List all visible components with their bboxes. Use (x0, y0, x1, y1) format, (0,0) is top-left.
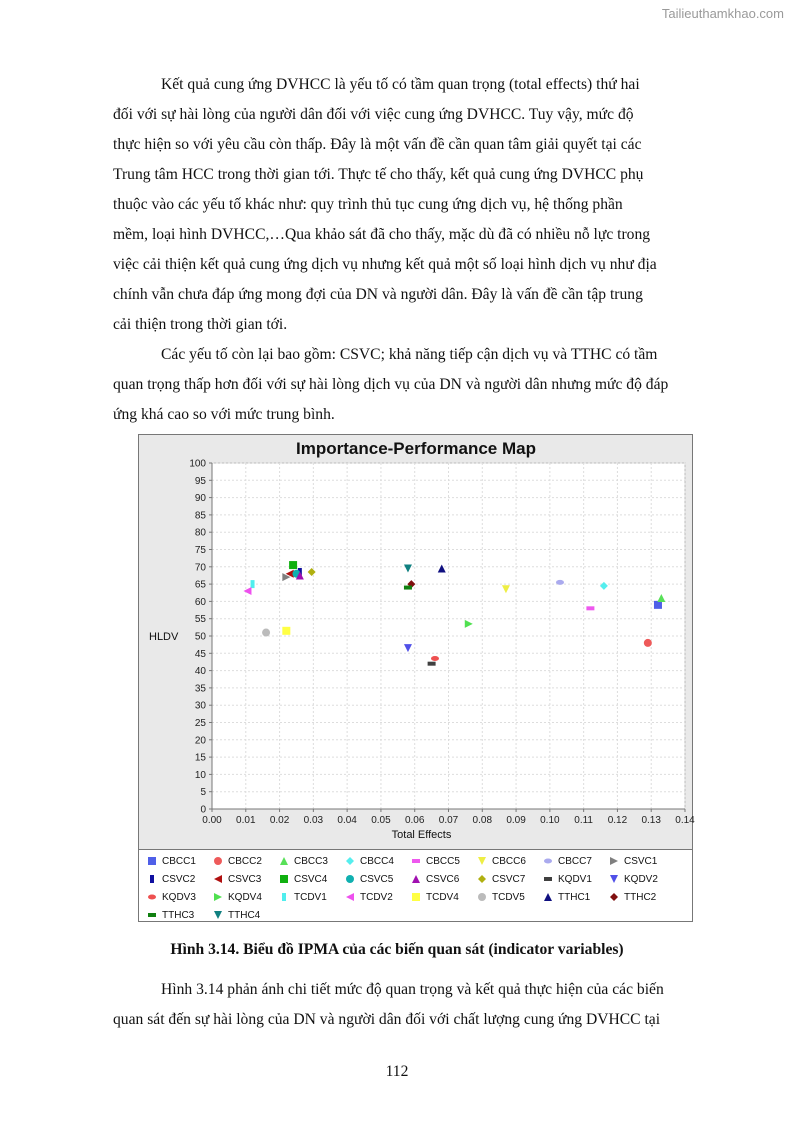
legend-marker (543, 892, 553, 902)
legend-marker (477, 874, 487, 884)
x-tick-label: 0.11 (574, 815, 594, 826)
legend-marker (279, 874, 289, 884)
legend-item-csvc1 (609, 852, 675, 870)
legend-item-tthc1 (543, 888, 609, 906)
paragraph-2-line: ứng khá cao so với mức trung bình. (113, 406, 335, 423)
legend-marker-shape (280, 857, 288, 865)
chart-title: Importance-Performance Map (296, 439, 536, 458)
legend-marker (411, 892, 421, 902)
legend-label: TCDV5 (492, 891, 525, 903)
legend-item-cbcc1 (147, 852, 213, 870)
legend-label: TTHC4 (228, 909, 261, 921)
legend-item-csvc4 (279, 870, 345, 888)
paragraph-1-line: thuộc vào các yếu tố khác như: quy trình thủ tục cung ứng dịch vụ, hệ thống phần (113, 196, 623, 213)
y-tick-label: 100 (189, 458, 206, 470)
legend-marker (411, 856, 421, 866)
legend-label: KQDV3 (162, 891, 196, 903)
paragraph-1-line: Trung tâm HCC trong thời gian tới. Thực tế cho thấy, kết quả cung ứng DVHCC phụ (113, 166, 644, 183)
legend-marker-shape (148, 913, 156, 917)
legend-item-tcdv1 (279, 888, 345, 906)
paragraph-2 (113, 340, 719, 430)
x-tick-label: 0.14 (675, 815, 695, 826)
legend-marker-shape (280, 875, 288, 883)
y-tick-label: 85 (194, 510, 206, 522)
legend-marker (609, 856, 619, 866)
legend-item-cbcc2 (213, 852, 279, 870)
y-tick-label: 40 (194, 666, 206, 678)
legend-marker-shape (478, 893, 486, 901)
legend-marker-shape (478, 875, 486, 883)
legend-marker-shape (282, 893, 286, 901)
legend-label: CSVC4 (294, 873, 328, 885)
y-tick-label: 65 (194, 579, 206, 591)
legend-label: CBCC7 (558, 855, 592, 867)
legend-label: TCDV1 (294, 891, 327, 903)
point-tcdv4 (282, 627, 290, 635)
y-tick-label: 15 (194, 752, 206, 764)
y-tick-label: 60 (194, 596, 206, 608)
legend-marker-shape (346, 893, 354, 901)
legend-label: CSVC1 (624, 855, 658, 867)
watermark: Tailieuthamkhao.com (661, 6, 784, 21)
y-tick-label: 55 (194, 614, 206, 626)
chart-legend (139, 849, 692, 921)
y-tick-label: 90 (194, 493, 206, 505)
y-tick-label: 25 (194, 718, 206, 729)
legend-marker (477, 892, 487, 902)
legend-marker-shape (214, 875, 222, 883)
y-tick-label: 30 (194, 700, 206, 712)
legend-marker-shape (610, 875, 618, 883)
figure-caption: Hình 3.14. Biểu đồ IPMA của các biến quan sát (indicator variables) (170, 941, 624, 958)
legend-marker-shape (148, 857, 156, 865)
ipma-chart (138, 434, 693, 922)
legend-item-kqdv2 (609, 870, 675, 888)
legend-label: TCDV2 (360, 891, 393, 903)
point-tcdv5 (262, 629, 270, 637)
legend-item-csvc3 (213, 870, 279, 888)
legend-item-csvc2 (147, 870, 213, 888)
legend-marker (345, 874, 355, 884)
legend-marker-shape (610, 857, 618, 865)
y-tick-label: 95 (194, 475, 206, 487)
paragraph-2-line: quan trọng thấp hơn đối với sự hài lòng dịch vụ của DN và người dân nhưng mức độ đáp (113, 376, 669, 393)
page-number: 112 (385, 1063, 409, 1080)
legend-item-tcdv4 (411, 888, 477, 906)
legend-marker (345, 892, 355, 902)
legend-marker (543, 874, 553, 884)
legend-marker (609, 892, 619, 902)
legend-item-cbcc4 (345, 852, 411, 870)
legend-item-csvc5 (345, 870, 411, 888)
legend-marker (213, 910, 223, 920)
x-tick-label: 0.09 (506, 815, 526, 826)
legend-marker (411, 874, 421, 884)
x-tick-label: 0.08 (472, 815, 493, 826)
paragraph-1-line: cải thiện trong thời gian tới. (113, 316, 288, 333)
legend-marker (279, 856, 289, 866)
legend-marker-shape (478, 857, 486, 865)
legend-item-cbcc5 (411, 852, 477, 870)
point-tthc3 (404, 586, 412, 590)
y-tick-label: 0 (200, 804, 206, 816)
legend-label: CSVC2 (162, 873, 196, 885)
x-tick-label: 0.02 (269, 815, 290, 826)
legend-item-kqdv4 (213, 888, 279, 906)
legend-marker (213, 892, 223, 902)
x-tick-label: 0.06 (404, 815, 425, 826)
legend-label: TCDV4 (426, 891, 459, 903)
y-tick-label: 70 (194, 562, 206, 574)
legend-item-tcdv2 (345, 888, 411, 906)
paragraph-1-line: Kết quả cung ứng DVHCC là yếu tố có tầm quan trọng (total effects) thứ hai (161, 76, 640, 93)
legend-item-tthc2 (609, 888, 675, 906)
legend-label: CBCC1 (162, 855, 196, 867)
x-tick-label: 0.00 (202, 815, 222, 826)
paragraph-2-line: Các yếu tố còn lại bao gồm: CSVC; khả năng tiếp cận dịch vụ và TTHC có tầm (161, 346, 658, 363)
point-tcdv1 (251, 580, 255, 588)
legend-label: CSVC7 (492, 873, 526, 885)
paragraph-3-line: Hình 3.14 phản ánh chi tiết mức độ quan trọng và kết quả thực hiện của các biến (161, 981, 664, 998)
paragraph-1 (113, 70, 719, 340)
legend-marker-shape (412, 859, 420, 863)
point-kqdv3 (431, 656, 439, 661)
y-tick-label: 80 (194, 527, 206, 539)
legend-marker-shape (610, 893, 618, 901)
legend-label: TTHC1 (558, 891, 591, 903)
legend-marker-shape (214, 893, 222, 901)
legend-marker (543, 856, 553, 866)
legend-marker-shape (148, 895, 156, 900)
legend-marker (345, 856, 355, 866)
y-tick-label: 20 (194, 735, 206, 747)
y-tick-label: 5 (200, 787, 206, 799)
legend-marker-shape (214, 911, 222, 919)
point-csvc4 (289, 561, 297, 569)
legend-marker-shape (412, 875, 420, 883)
paragraph-1-line: chính vẫn chưa đáp ứng mong đợi của DN và người dân. Đây là vấn đề cần tập trung (113, 286, 643, 303)
x-tick-label: 0.03 (303, 815, 324, 826)
legend-label: TTHC2 (624, 891, 657, 903)
y-tick-label: 75 (194, 545, 206, 556)
legend-marker-shape (544, 877, 552, 881)
legend-label: CBCC3 (294, 855, 328, 867)
paragraph-1-line: đối với sự hài lòng của người dân đối với việc cung ứng DVHCC. Tuy vậy, mức độ (113, 106, 634, 123)
x-axis-label: Total Effects (391, 829, 452, 841)
point-kqdv1 (428, 662, 436, 666)
y-tick-label: 45 (194, 648, 206, 660)
legend-marker-shape (150, 875, 154, 883)
legend-marker-shape (346, 875, 354, 883)
x-tick-label: 0.04 (337, 815, 357, 826)
legend-marker-shape (412, 893, 420, 901)
paragraph-3-line: quan sát đến sự hài lòng của DN và người dân đối với chất lượng cung ứng DVHCC tại (113, 1011, 661, 1028)
legend-label: CSVC3 (228, 873, 262, 885)
legend-item-csvc7 (477, 870, 543, 888)
y-axis-label: HLDV (149, 631, 179, 643)
legend-label: KQDV1 (558, 873, 592, 885)
legend-item-tthc3 (147, 906, 213, 924)
legend-item-kqdv1 (543, 870, 609, 888)
y-tick-label: 35 (194, 683, 206, 695)
legend-label: KQDV2 (624, 873, 658, 885)
paragraph-1-line: thực hiện so với yêu cầu còn thấp. Đây là một vấn đề cần quan tâm giải quyết tại các (113, 136, 642, 153)
legend-item-kqdv3 (147, 888, 213, 906)
legend-item-cbcc6 (477, 852, 543, 870)
legend-marker (279, 892, 289, 902)
paragraph-1-line: mềm, loại hình DVHCC,…Qua khảo sát đã cho thấy, mặc dù đã có nhiều nỗ lực trong (113, 226, 651, 243)
legend-marker (477, 856, 487, 866)
legend-marker (213, 856, 223, 866)
point-cbcc1 (654, 601, 662, 609)
paragraph-3 (113, 975, 719, 1035)
chart-plot (139, 435, 695, 849)
legend-item-cbcc3 (279, 852, 345, 870)
legend-item-csvc6 (411, 870, 477, 888)
legend-marker (147, 874, 157, 884)
legend-item-tcdv5 (477, 888, 543, 906)
legend-marker-shape (544, 859, 552, 864)
x-tick-label: 0.13 (641, 815, 661, 826)
point-cbcc7 (556, 580, 564, 585)
legend-marker-shape (214, 857, 222, 865)
y-tick-label: 10 (194, 769, 206, 781)
x-tick-label: 0.01 (236, 815, 256, 826)
x-tick-label: 0.10 (540, 815, 560, 826)
x-tick-label: 0.05 (371, 815, 391, 826)
legend-label: TTHC3 (162, 909, 195, 921)
legend-marker (147, 856, 157, 866)
legend-item-tthc4 (213, 906, 279, 924)
paragraph-1-line: việc cải thiện kết quả cung ứng dịch vụ nhưng kết quả một số loại hình dịch vụ như địa (113, 256, 657, 273)
legend-marker (609, 874, 619, 884)
y-tick-label: 50 (194, 631, 206, 643)
legend-label: CBCC5 (426, 855, 460, 867)
legend-label: CSVC5 (360, 873, 394, 885)
legend-label: CBCC4 (360, 855, 394, 867)
x-tick-label: 0.07 (438, 815, 459, 826)
legend-label: CBCC6 (492, 855, 526, 867)
legend-marker-shape (544, 893, 552, 901)
legend-label: CSVC6 (426, 873, 460, 885)
legend-marker (147, 910, 157, 920)
legend-marker (147, 892, 157, 902)
legend-marker (213, 874, 223, 884)
x-tick-label: 0.12 (607, 815, 628, 826)
legend-label: KQDV4 (228, 891, 262, 903)
legend-item-cbcc7 (543, 852, 609, 870)
point-cbcc2 (644, 639, 652, 647)
legend-marker-shape (346, 857, 354, 865)
legend-label: CBCC2 (228, 855, 262, 867)
point-cbcc5 (586, 606, 594, 610)
